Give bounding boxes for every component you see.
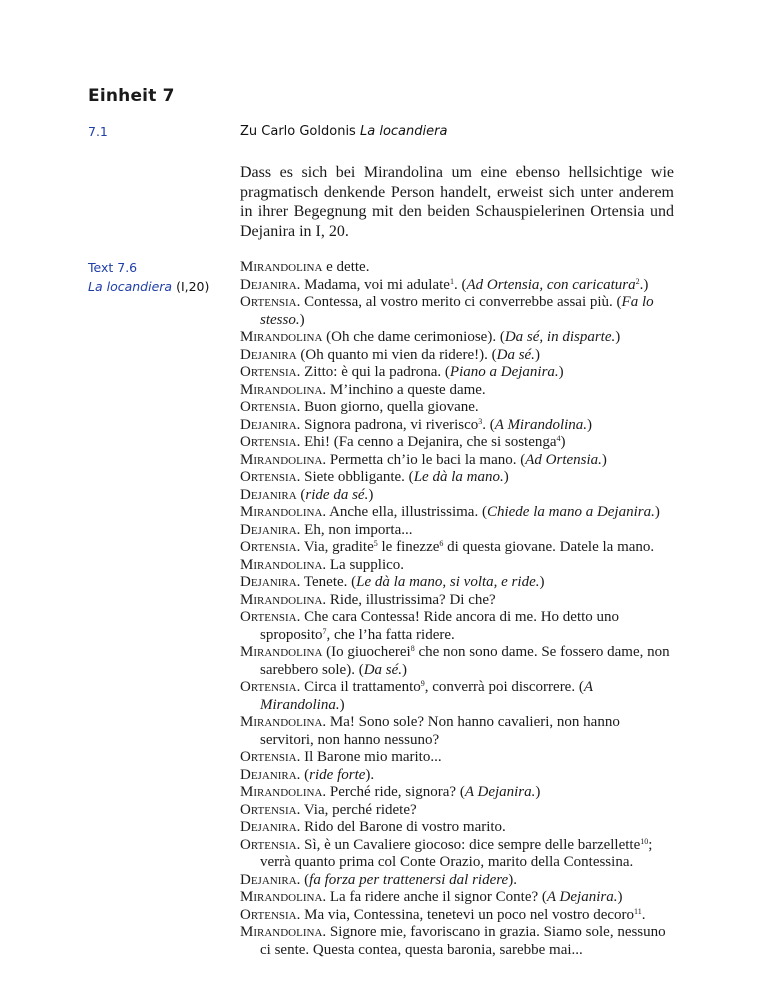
dialogue-text: . Eh, non importa...: [296, 521, 413, 538]
dialogue-line: [240, 784, 676, 802]
dialogue-line: [240, 364, 676, 382]
dialogue-line: [240, 557, 676, 575]
dialogue-text: ): [615, 329, 621, 345]
footnote-marker: 7: [322, 626, 327, 636]
speaker-name: Mirandolina: [240, 556, 323, 573]
dialogue-line: [240, 592, 676, 610]
footnote-marker: 6: [439, 539, 444, 548]
dialogue-text: . Madama, voi mi adulate: [296, 276, 450, 293]
footnote-marker: 10: [640, 836, 649, 846]
dialogue-text: . (: [296, 766, 310, 783]
speaker-name: Dejanira: [240, 819, 297, 835]
unit-title: Einheit 7: [88, 86, 175, 106]
dialogue-text: ): [539, 574, 545, 590]
dialogue-text: ): [587, 416, 593, 433]
speaker-name: Ortensia: [240, 749, 297, 765]
dialogue-text: . (: [453, 276, 467, 293]
speaker-name: Ortensia: [240, 469, 297, 485]
speaker-name: Dejanira: [240, 871, 297, 888]
dialogue-text: . Tenete. (: [296, 574, 357, 590]
dialogue-text: . Via, gradite: [296, 539, 374, 555]
speaker-name: Ortensia: [240, 609, 297, 625]
dialogue-text: ): [654, 504, 660, 520]
stage-direction: A Mirandolina.: [494, 416, 588, 433]
dialogue-text: ): [339, 696, 345, 713]
dialogue-text: . Siete obbligante. (: [296, 469, 414, 485]
speaker-name: Dejanira: [240, 416, 297, 433]
dialogue-line: [240, 259, 676, 277]
dialogue-text: . Sì, è un Cavaliere giocoso: dice sempre delle barzellette: [296, 836, 641, 853]
stage-direction: ride da sé.: [305, 486, 369, 503]
dialogue-line: [240, 889, 676, 907]
dialogue-text: . Rido del Barone di vostro marito.: [296, 819, 506, 835]
speaker-name: Dejanira: [240, 346, 297, 363]
speaker-name: Dejanira: [240, 574, 297, 590]
dialogue-text: ): [558, 364, 564, 380]
speaker-name: Mirandolina: [240, 381, 323, 398]
stage-direction: Ad Ortensia.: [525, 451, 602, 468]
stage-direction: fa forza per trattenersi dal ridere: [309, 871, 509, 888]
dialogue-line: [240, 329, 676, 347]
dialogue-text: . Signora padrona, vi riverisco: [296, 416, 479, 433]
dialogue-text: ): [368, 486, 374, 503]
stage-direction: Chiede la mano a Dejanira.: [486, 504, 655, 520]
text-label-work: La locandiera: [88, 279, 173, 294]
dialogue-line: [240, 679, 676, 714]
dialogue-line: [240, 277, 676, 295]
speaker-name: Mirandolina: [240, 451, 323, 468]
dialogue-line: [240, 382, 676, 400]
speaker-name: Ortensia: [240, 539, 297, 555]
dialogue-line: [240, 907, 676, 925]
stage-direction: A Dejanira.: [546, 889, 618, 905]
section-heading: [240, 124, 447, 139]
speaker-name: Mirandolina: [240, 924, 323, 940]
footnote-marker: 11: [634, 906, 642, 916]
dialogue-text: . Permetta ch’io le baci la mano. (: [322, 451, 526, 468]
dialogue-text: .: [641, 906, 646, 923]
dialogue-text: . Buon giorno, quella giovane.: [296, 399, 479, 415]
footnote-marker: 8: [410, 644, 415, 653]
dialogue-text: di questa giovane. Datele la mano.: [443, 539, 655, 555]
dialogue-line: [240, 417, 676, 435]
dialogue-line: [240, 294, 676, 329]
footnote-marker: 5: [373, 539, 378, 548]
speaker-name: Mirandolina: [240, 259, 323, 275]
speaker-name: Ortensia: [240, 294, 297, 310]
speaker-name: Ortensia: [240, 906, 297, 923]
dialogue-line: [240, 802, 676, 820]
dialogue-text: . Contessa, al vostro merito ci converrebbe assai più. (: [296, 294, 622, 310]
stage-direction: Le dà la mano.: [413, 469, 504, 485]
dialogue-text: ): [402, 661, 408, 678]
dialogue-text: (Oh che dame cerimoniose). (: [322, 329, 505, 345]
dialogue-line: [240, 644, 676, 679]
dialogue-line: [240, 819, 676, 837]
intro-paragraph: Dass es sich bei Mirandolina um eine ebenso hellsichtige wie pragmatisch denkende Person handelt, erweist sich unter anderem in ihrer Begegnung mit den beiden Schauspielerinen Ortensia und Dejanira in I, 20.: [240, 164, 674, 240]
dialogue-text: . Via, perché ridete?: [296, 801, 417, 818]
dialogue-text: , che l’ha fatta ridere.: [326, 626, 455, 643]
dialogue-text: ): [503, 469, 509, 485]
stage-direction: Ad Ortensia, con caricatura: [466, 276, 636, 293]
speaker-name: Ortensia: [240, 679, 297, 695]
dialogue-line: [240, 767, 676, 785]
dialogue-text: che non sono dame. Se fossero dame, non sarebbero sole). (: [260, 644, 670, 678]
dialogue-text: . Il Barone mio marito...: [296, 749, 442, 765]
text-label-source: (I,20): [176, 279, 210, 294]
speaker-name: Mirandolina: [240, 644, 323, 660]
dialogue-text: . Perché ride, signora? (: [322, 784, 465, 800]
speaker-name: Mirandolina: [240, 329, 323, 345]
dialogue-text: . La supplico.: [322, 556, 405, 573]
dialogue-text: .): [639, 276, 649, 293]
dialogue-line: [240, 469, 676, 487]
dialogue-text: ): [560, 434, 566, 450]
section-heading-work: La locandiera: [359, 124, 448, 139]
dialogue-text: . Che cara Contessa! Ride ancora di me. Ho detto uno sproposito: [260, 609, 620, 643]
dialogue-text: . Ehi! (Fa cenno a Dejanira, che si sostenga: [296, 434, 557, 450]
dialogue-line: [240, 452, 676, 470]
speaker-name: Ortensia: [240, 364, 297, 380]
stage-direction: Fa lo stesso.: [260, 294, 654, 328]
speaker-name: Dejanira: [240, 486, 297, 503]
footnote-marker: 1: [449, 276, 454, 286]
dialogue-text: . (: [482, 416, 495, 433]
dialogue-text: ): [617, 889, 623, 905]
dialogue-line: [240, 714, 676, 749]
speaker-name: Ortensia: [240, 434, 297, 450]
dialogue-line: [240, 924, 676, 959]
stage-direction: Da sé.: [496, 346, 535, 363]
speaker-name: Mirandolina: [240, 784, 323, 800]
dialogue-text: . Anche ella, illustrissima. (: [322, 504, 487, 520]
speaker-name: Mirandolina: [240, 714, 323, 730]
dialogue-text: . M’inchino a queste dame.: [322, 381, 486, 398]
speaker-name: Mirandolina: [240, 504, 323, 520]
stage-direction: Da sé, in disparte.: [504, 329, 616, 345]
footnote-marker: 2: [635, 276, 640, 286]
stage-direction: Piano a Dejanira.: [449, 364, 559, 380]
speaker-name: Ortensia: [240, 801, 297, 818]
dialogue-line: [240, 434, 676, 452]
text-label: [88, 258, 209, 296]
dialogue-text: ): [299, 311, 305, 328]
dialogue-text: ): [534, 346, 540, 363]
dialogue-line: [240, 347, 676, 365]
dialogue-text: e dette.: [322, 259, 370, 275]
text-label-number: Text 7.6: [88, 260, 138, 275]
dialogue-text: . Zitto: è qui la padrona. (: [296, 364, 450, 380]
dialogue-text: . La fa ridere anche il signor Conte? (: [322, 889, 547, 905]
footnote-marker: 9: [420, 679, 425, 688]
speaker-name: Mirandolina: [240, 591, 323, 608]
dialogue-text: ; verrà quanto prima col Conte Orazio, marito della Contessina.: [260, 836, 653, 870]
dialogue-line: [240, 872, 676, 890]
dialogue-excerpt: [240, 259, 676, 959]
dialogue-line: [240, 487, 676, 505]
dialogue-line: [240, 609, 676, 644]
dialogue-text: ).: [508, 871, 517, 888]
dialogue-text: ): [535, 784, 541, 800]
dialogue-text: (: [296, 486, 306, 503]
stage-direction: Da sé.: [363, 661, 403, 678]
dialogue-text: . Ma via, Contessina, tenetevi un poco nel vostro decoro: [296, 906, 635, 923]
stage-direction: ride forte: [309, 766, 366, 783]
text-label-work-line: [88, 277, 209, 296]
section-heading-prefix: Zu Carlo Goldonis: [240, 124, 356, 139]
dialogue-line: [240, 539, 676, 557]
dialogue-text: . Ma! Sono sole? Non hanno cavalieri, non hanno servitori, non hanno nessuno?: [260, 714, 620, 748]
dialogue-line: [240, 504, 676, 522]
speaker-name: Dejanira: [240, 766, 297, 783]
dialogue-line: [240, 749, 676, 767]
section-number: 7.1: [88, 124, 108, 139]
speaker-name: Ortensia: [240, 399, 297, 415]
dialogue-text: (Oh quanto mi vien da ridere!). (: [296, 346, 497, 363]
dialogue-line: [240, 399, 676, 417]
dialogue-text: . Circa il trattamento: [296, 679, 421, 695]
speaker-name: Dejanira: [240, 276, 297, 293]
speaker-name: Dejanira: [240, 521, 297, 538]
dialogue-text: (Io giuocherei: [322, 644, 411, 660]
speaker-name: Mirandolina: [240, 889, 323, 905]
dialogue-text: , converrà poi discorrere. (: [424, 679, 584, 695]
dialogue-text: . Signore mie, favoriscano in grazia. Siamo sole, nessuno ci sente. Questa contea, questa baronia, sarebbe mai...: [260, 924, 666, 958]
dialogue-text: ).: [365, 766, 375, 783]
dialogue-text: . (: [296, 871, 310, 888]
footnote-marker: 4: [556, 434, 561, 443]
stage-direction: A Mirandolina.: [260, 679, 593, 713]
speaker-name: Ortensia: [240, 836, 297, 853]
dialogue-text: . Ride, illustrissima? Di che?: [322, 591, 496, 608]
dialogue-line: [240, 522, 676, 540]
dialogue-text: le finezze: [377, 539, 440, 555]
stage-direction: Le dà la mano, si volta, e ride.: [356, 574, 540, 590]
footnote-marker: 3: [478, 416, 483, 426]
stage-direction: A Dejanira.: [464, 784, 536, 800]
dialogue-text: ): [601, 451, 607, 468]
dialogue-line: [240, 837, 676, 872]
dialogue-line: [240, 574, 676, 592]
